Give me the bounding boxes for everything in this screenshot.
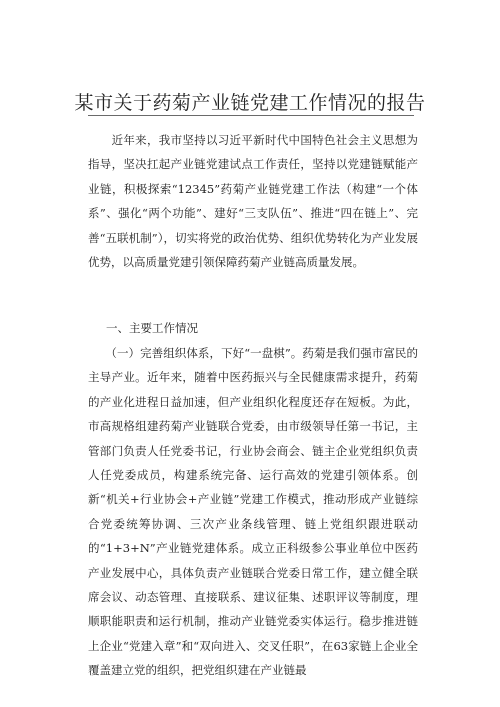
document-title: 某市关于药菊产业链党建工作情况的报告	[74, 92, 426, 114]
intro-paragraph: 近年来，我市坚持以习近平新时代中国特色社会主义思想为指导，坚决扛起产业链党建试点工作责任，坚持以党建链赋能产业链，积极探索“12345”药菊产业链党建工作法（构建“一个体系”、强化“两个功能”、建好“三支队伍”、推进“四在链上”、完善“五联机制”），切实将党的政治优势、组织优势转化为产业发展优势，以高质量党建引领保障药菊产业链高质量发展。	[88, 133, 418, 270]
title-underline	[88, 115, 414, 116]
body-paragraph: （一）完善组织体系，下好“一盘棋”。药菊是我们强市富民的主导产业。近年来，随着中医药振兴与全民健康需求提升，药菊的产业化进程日益加速，但产业组织化程度还存在短板。为此，市高规格组建药菊产业链联合党委，由市级领导任第一书记，主管部门负责人任党委书记，行业协会商会、链主企业党组织负责人任党委成员，构建系统完备、运行高效的党建引领体系。创新“机关+行业协会+产业链”党建工作模式，推动形成产业链综合党委统筹协调、三次产业条线管理、链上党组织跟进联动的“1+3+N”产业链党建体系。成立正科级参公事业单位中医药产业发展中心，具体负责产业链联合党委日常工作，建立健全联席会议、动态管理、直接联系、建议征集、述职评议等制度，理顺职能职责和运行机制，推动产业链党委实体运行。稳步推进链上企业“党建入章”和“双向进入、交叉任职”，在63家链上企业全覆盖建立党的组织，把党组织建在产业链最	[88, 346, 418, 678]
section-heading: 一、主要工作情况	[106, 321, 198, 335]
